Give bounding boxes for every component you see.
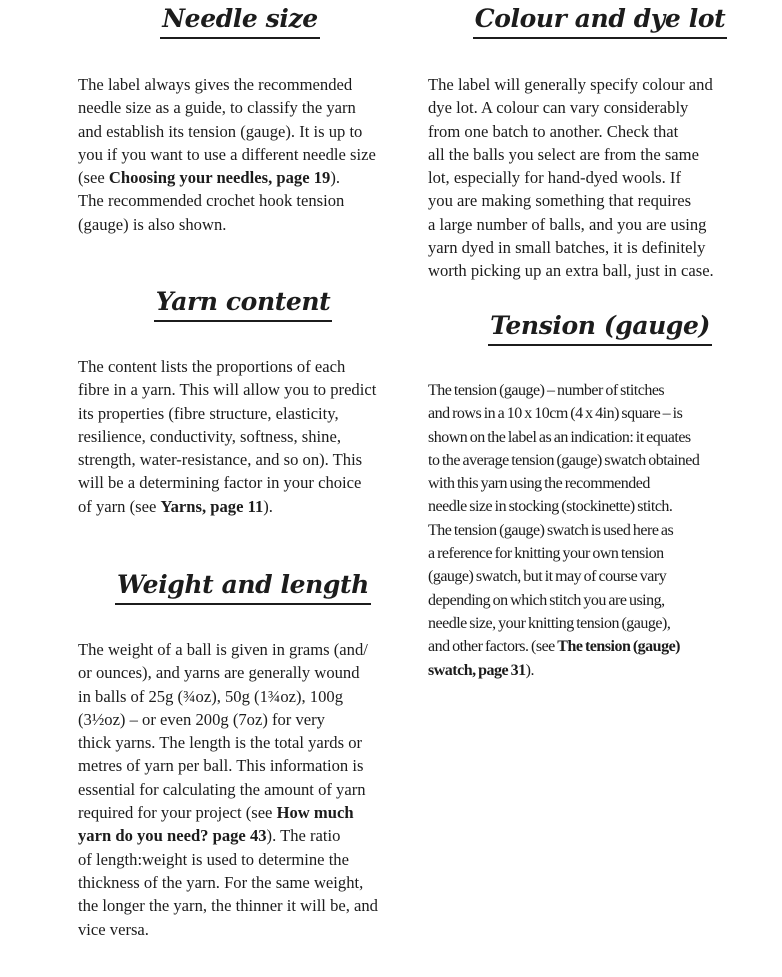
weight-length-heading: Weight and length [115,570,371,605]
needle-size-section [78,4,408,236]
cross-reference-link: Choosing your needles, page 19 [108,168,331,188]
yarn-content-heading: Yarn content [154,287,333,322]
colour-dye-heading: Colour and dye lot [473,4,728,39]
needle-size-heading: Needle size [160,4,320,39]
tension-text: The tension (gauge) – number of stitches and rows in a 10 x 10cm (4 x 4in) square – is shown on the label as an indication: it equates to the average tension (gauge) swatch obtained with this yarn using the recommended needle size in stocking (stockinette) stitch. The tension (gauge) swatch is used here as a reference for knitting your own tension (gauge) swatch, but it may of course vary depending on which stitch you are using, needle size, your knitting tension (gauge), and other factors. (see The tension (gauge) swatch, page 31). [428,382,700,679]
cross-reference-link: yarn do you need? page 43 [78,826,267,846]
cross-reference-link: Yarns, page 11 [160,496,264,516]
weight-length-section [78,570,408,941]
cross-reference-link: swatch, page 31 [428,661,526,679]
weight-length-text: The weight of a ball is given in grams (and/ or ounces), and yarns are generally wound in balls of 25g (¾oz), 50g (1¾oz), 100g (3½oz) – or even 200g (7oz) for very thick yarns. The length is the total yards or metres of yarn per ball. This information is essential for calculating the amount of yarn required for your project (see How much yarn do you need? page 43). The ratio of length:weight is used to determine the thickness of the yarn. For the same weight, the longer the yarn, the thinner it will be, and vice versa. [78,640,378,939]
cross-reference-link: How much [276,803,354,823]
cross-reference-link: The tension (gauge) [557,638,680,656]
colour-dye-section [428,4,758,283]
tension-heading: Tension (gauge) [488,311,712,346]
tension-section [428,311,758,682]
yarn-content-text: The content lists the proportions of each fibre in a yarn. This will allow you to predict its properties (fibre structure, elasticity, resilience, conductivity, softness, shine, strength, water-resistance, and so on). This will be a determining factor in your choice of yarn (see Yarns, page 11). [78,357,377,516]
colour-dye-text: The label will generally specify colour and dye lot. A colour can vary considerably from one batch to another. Check that all the balls you select are from the same lot, especially for hand-dyed wools. If you are making something that requires a large number of balls, and you are using yarn dyed in small batches, it is definitely worth picking up an extra ball, just in case. [428,75,714,281]
needle-size-text: The label always gives the recommended needle size as a guide, to classify the yarn and establish its tension (gauge). It is up to you if you want to use a different needle size (see Choosing your needles, page 19). The recommended crochet hook tension (gauge) is also shown. [78,75,376,234]
yarn-content-section [78,287,408,518]
